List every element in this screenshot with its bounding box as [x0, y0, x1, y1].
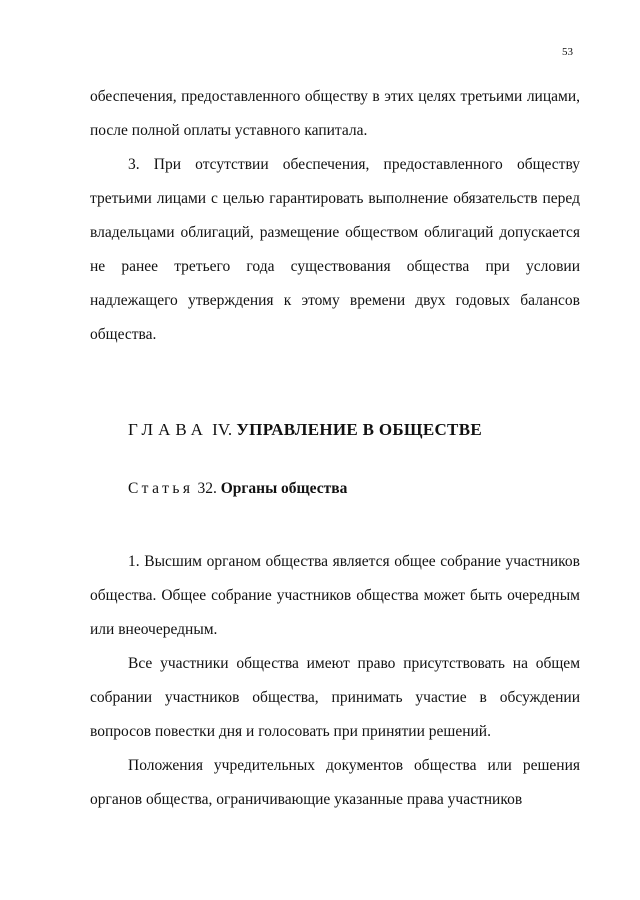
paragraph-rights: Все участники общества имеют право присутствовать на общем собрании участников общества, принимать участие в обсуждении вопросов повестки дня и голосовать при принятии решений. — [90, 655, 580, 740]
article-label: Статья — [128, 480, 194, 497]
article-title: Органы общества — [220, 480, 348, 497]
article-text — [90, 545, 580, 817]
intro-text — [90, 80, 580, 352]
chapter-title: УПРАВЛЕНИЕ В ОБЩЕСТВЕ — [236, 420, 482, 439]
page-number: 53 — [562, 46, 573, 58]
article-number: 32. — [197, 480, 217, 497]
paragraph-continuation: обеспечения, предоставленного обществу в этих целях третьими лицами, после полной оплаты уставного капитала. — [90, 88, 580, 139]
paragraph-item-3: 3. При отсутствии обеспечения, предоставленного обществу третьими лицами с целью гарантировать выполнение обязательств перед владельцами облигаций, размещение обществом облигаций допускается не ранее третьего года существования общества при условии надлежащего утверждения к этому времени двух годовых балансов общества. — [90, 156, 580, 343]
chapter-heading — [128, 420, 482, 440]
chapter-number: IV. — [212, 420, 233, 439]
chapter-label: ГЛАВА — [128, 420, 208, 439]
article-heading — [128, 480, 347, 498]
paragraph-item-1: 1. Высшим органом общества является общее собрание участников общества. Общее собрание участников общества может быть очередным или внеочередным. — [90, 553, 580, 638]
paragraph-restrictions: Положения учредительных документов общества или решения органов общества, ограничивающие указанные права участников — [90, 757, 580, 808]
